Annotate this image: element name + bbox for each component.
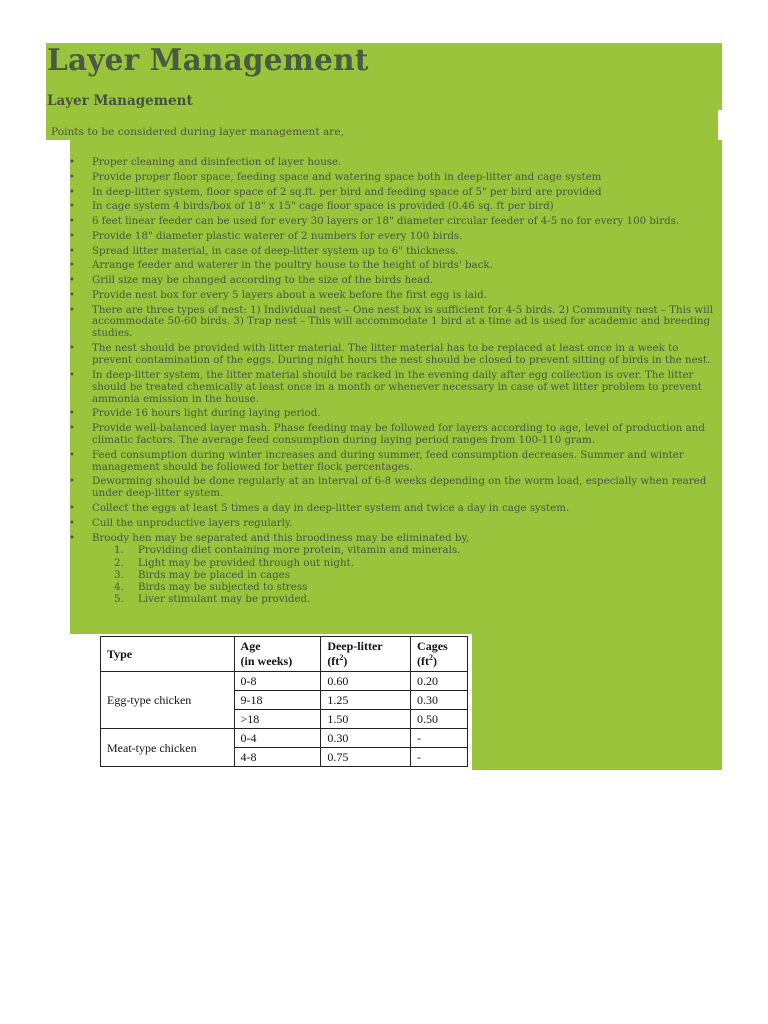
- list-item: • Deworming should be done regularly at an interval of 6-8 weeks depending on the worm load, especially when reared under deep-litter system.: [92, 476, 720, 500]
- list-item-broody: [92, 533, 720, 606]
- space-requirement-table: [100, 636, 468, 767]
- list-item: • Feed consumption during winter increases and during summer, feed consumption decreases. Summer and winter management should be followed for better flock percentages.: [92, 450, 720, 474]
- deep-litter-cell: 1.25: [321, 691, 411, 710]
- header-deep-close: ): [343, 654, 348, 668]
- age-cell: 4-8: [234, 748, 321, 767]
- deep-litter-cell: 0.30: [321, 729, 411, 748]
- header-cages-sup: 2: [429, 653, 434, 662]
- type-cell: Egg-type chicken: [101, 672, 235, 729]
- header-cages-line1: Cages: [417, 639, 448, 653]
- table-row: [101, 729, 468, 748]
- intro-text: Points to be considered during layer management are,: [51, 126, 345, 138]
- cages-cell: 0.50: [411, 710, 468, 729]
- sub-item-number: 4.: [114, 581, 124, 594]
- header-cages-close: ): [433, 654, 438, 668]
- sub-list-item: [92, 569, 720, 581]
- sub-list-item: [92, 581, 720, 593]
- sub-item-number: 3.: [114, 568, 124, 581]
- header-type: Type: [101, 637, 235, 672]
- list-item: • Spread litter material, in case of deep-litter system up to 6" thickness.: [92, 246, 720, 258]
- header-age-line1: Age: [240, 639, 261, 653]
- list-item: • Collect the eggs at least 5 times a day in deep-litter system and twice a day in cage system.: [92, 503, 720, 515]
- sub-list-item: [92, 593, 720, 605]
- sub-list-item: [92, 557, 720, 569]
- list-item: • Provide 16 hours light during laying period.: [92, 408, 720, 420]
- bullet-list: [92, 157, 720, 608]
- age-cell: 0-4: [234, 729, 321, 748]
- list-item: • Arrange feeder and waterer in the poultry house to the height of birds' back.: [92, 260, 720, 272]
- section-heading: Layer Management: [47, 93, 193, 109]
- list-item: • Cull the unproductive layers regularly.: [92, 518, 720, 530]
- age-cell: 0-8: [234, 672, 321, 691]
- cages-cell: 0.20: [411, 672, 468, 691]
- table-row: [101, 672, 468, 691]
- deep-litter-cell: 0.75: [321, 748, 411, 767]
- sub-item-text: Birds may be placed in cages: [138, 568, 291, 581]
- table-side-highlight: [472, 634, 722, 770]
- list-item: • In deep-litter system, floor space of 2 sq.ft. per bird and feeding space of 5" per bird are provided: [92, 187, 720, 199]
- list-item: • In deep-litter system, the litter material should be racked in the evening daily after egg collection is over. The litter should be treated chemically at least once in a month or whenever necessary in case of wet litter problem to prevent ammonia emission in the house.: [92, 370, 720, 406]
- sub-list-item: [92, 544, 720, 556]
- sub-item-number: 5.: [114, 593, 124, 606]
- list-item: • Grill size may be changed according to the size of the birds head.: [92, 275, 720, 287]
- cages-cell: -: [411, 748, 468, 767]
- list-item: • In cage system 4 birds/box of 18" x 15" cage floor space is provided (0.46 sq. ft per bird): [92, 201, 720, 213]
- header-cages-line2: (ft: [417, 654, 430, 668]
- header-deep-line1: Deep-litter: [327, 639, 383, 653]
- deep-litter-cell: 1.50: [321, 710, 411, 729]
- header-deep-litter: [321, 637, 411, 672]
- sub-item-text: Birds may be subjected to stress: [138, 581, 308, 594]
- footer-highlight: [92, 616, 722, 634]
- list-item: • Provide 18" diameter plastic waterer of 2 numbers for every 100 birds.: [92, 231, 720, 243]
- sub-item-text: Providing diet containing more protein, vitamin and minerals.: [138, 544, 461, 557]
- page-title: Layer Management: [47, 42, 369, 77]
- list-item: • Provide nest box for every 5 layers about a week before the first egg is laid.: [92, 290, 720, 302]
- sub-item-number: 1.: [114, 544, 124, 557]
- cages-cell: 0.30: [411, 691, 468, 710]
- age-cell: 9-18: [234, 691, 321, 710]
- sub-item-text: Liver stimulant may be provided.: [138, 593, 311, 606]
- sub-item-text: Light may be provided through out night.: [138, 556, 354, 569]
- list-item-text: Broody hen may be separated and this broodiness may be eliminated by,: [92, 531, 470, 544]
- sub-list: [92, 544, 720, 605]
- type-cell: Meat-type chicken: [101, 729, 235, 767]
- list-item: • There are three types of nest: 1) Individual nest – One nest box is sufficient for 4-5 birds. 2) Community nest – This will accommodate 50-60 birds. 3) Trap nest – This will accommodate 1 bird at a time ad is used for academic and breeding studies.: [92, 305, 720, 341]
- sub-item-number: 2.: [114, 556, 124, 569]
- table-header-row: [101, 637, 468, 672]
- header-cages: [411, 637, 468, 672]
- list-item: • 6 feet linear feeder can be used for every 30 layers or 18" diameter circular feeder of 4-5 no for every 100 birds.: [92, 216, 720, 228]
- header-age: [234, 637, 321, 672]
- header-deep-line2: (ft: [327, 654, 340, 668]
- list-item: • Provide proper floor space, feeding space and watering space both in deep-litter and cage system: [92, 172, 720, 184]
- deep-litter-cell: 0.60: [321, 672, 411, 691]
- list-item: • Provide well-balanced layer mash. Phase feeding may be followed for layers according to age, level of production and climatic factors. The average feed consumption during laying period ranges from 100-110 gram.: [92, 423, 720, 447]
- header-age-line2: (in weeks): [240, 654, 293, 668]
- header-deep-sup: 2: [339, 653, 344, 662]
- list-item: • The nest should be provided with litter material. The litter material has to be replaced at least once in a week to prevent contamination of the eggs. During night hours the nest should be closed to prevent sitting of birds in the nest.: [92, 343, 720, 367]
- cages-cell: -: [411, 729, 468, 748]
- list-item: • Proper cleaning and disinfection of layer house.: [92, 157, 720, 169]
- age-cell: >18: [234, 710, 321, 729]
